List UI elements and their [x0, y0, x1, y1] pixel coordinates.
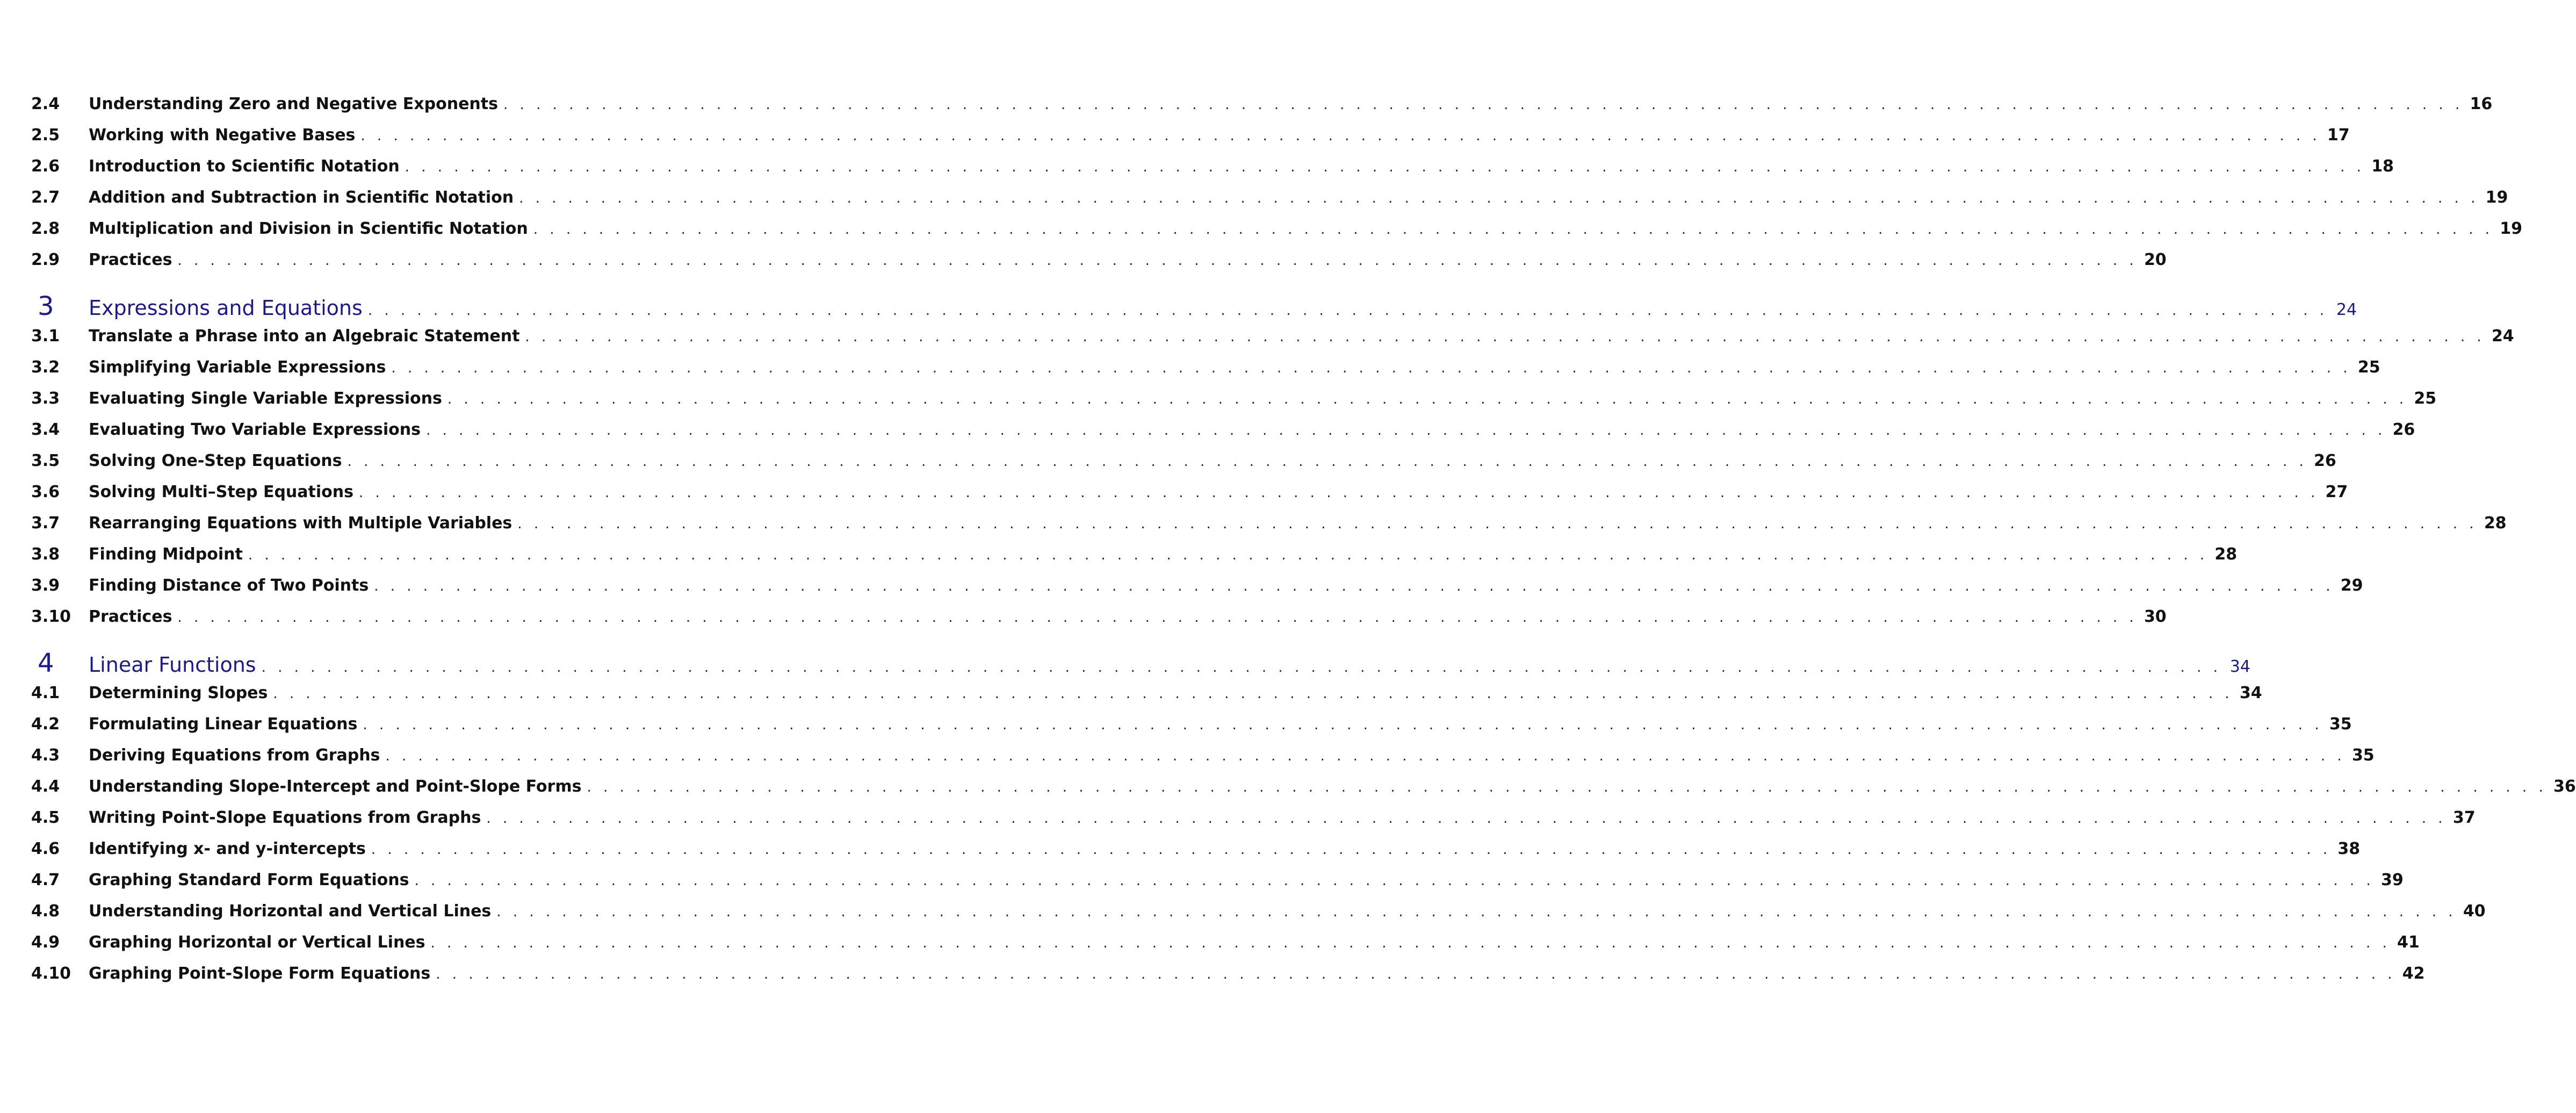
- section-title: Rearranging Equations with Multiple Variables: [89, 514, 513, 533]
- section-number: 3.6: [31, 483, 60, 501]
- section-number: 3.2: [31, 358, 60, 377]
- section-title: Addition and Subtraction in Scientific Notation: [89, 188, 514, 207]
- section-number: 2.4: [31, 95, 60, 113]
- toc-section-entry[interactable]: [31, 607, 2167, 638]
- page-number: 37: [2452, 808, 2476, 827]
- dot-leader: . . . . . . . . . . . . . . . . . . . . . . . . . . . . . . . . . . . . . . . . . . . . . . . . . . . . . . . . . . . . . . . . . . . . . . . . . . . . . . . . . . . . . . . . . . . . . . . . . . . . . . . . . . . . . . . . . . . . . . . .: [486, 810, 2447, 827]
- toc-section-entry[interactable]: [31, 576, 2363, 607]
- section-title: Evaluating Two Variable Expressions: [89, 420, 421, 439]
- toc-section-entry[interactable]: [31, 964, 2425, 995]
- dot-leader: . . . . . . . . . . . . . . . . . . . . . . . . . . . . . . . . . . . . . . . . . . . . . . . . . . . . . . . . . . . . . . . . . . . . . . . . . . . . . . . . . . . . . . . . . . . . . . . . . . . . . . . . . . . . . . . . . . . . . . . .: [385, 748, 2346, 764]
- page-number: 24: [2336, 300, 2357, 319]
- page-number: 28: [2484, 514, 2507, 533]
- page-number: 36: [2553, 777, 2576, 796]
- section-title: Finding Midpoint: [89, 545, 243, 564]
- section-number: 4.10: [31, 964, 71, 983]
- page-number: 35: [2329, 715, 2352, 734]
- section-title: Writing Point-Slope Equations from Graphs: [89, 808, 481, 827]
- page-number: 30: [2144, 607, 2167, 626]
- chapter-number: 3: [38, 291, 54, 321]
- page-number: 17: [2327, 126, 2350, 145]
- section-number: 4.1: [31, 684, 60, 702]
- dot-leader: . . . . . . . . . . . . . . . . . . . . . . . . . . . . . . . . . . . . . . . . . . . . . . . . . . . . . . . . . . . . . . . . . . . . . . . . . . . . . . . . . . . . . . . . . . . . . . . . . . . . . . . . . . . . . . . . . . . . . . . .: [519, 190, 2479, 206]
- toc-chapter-entry[interactable]: [31, 291, 2357, 327]
- section-number: 4.2: [31, 715, 60, 734]
- dot-leader: . . . . . . . . . . . . . . . . . . . . . . . . . . . . . . . . . . . . . . . . . . . . . . . . . . . . . . . . . . . . . . . . . . . . . . . . . . . . . . . . . . . . . . . . . . . . . . . . . . . . . . . . . . . . . . . . . . . . . . . .: [371, 842, 2332, 858]
- dot-leader: . . . . . . . . . . . . . . . . . . . . . . . . . . . . . . . . . . . . . . . . . . . . . . . . . . . . . . . . . . . . . . . . . . . . . . . . . . . . . . . . . . . . . . . . . . . . . . . . . . . . . . . . . . . . . . . . . . . . . . . .: [533, 221, 2494, 238]
- section-number: 4.8: [31, 902, 60, 921]
- section-title: Introduction to Scientific Notation: [89, 157, 400, 176]
- section-number: 4.6: [31, 839, 60, 858]
- dot-leader: . . . . . . . . . . . . . . . . . . . . . . . . . . . . . . . . . . . . . . . . . . . . . . . . . . . . . . . . . . . . . . . . . . . . . . . . . . . . . . . . . . . . . . . . . . . . . . . . . . . . . . . . . . . . . . . . . . . . . . . .: [426, 422, 2386, 439]
- toc-section-entry[interactable]: [31, 808, 2476, 839]
- toc-section-entry[interactable]: [31, 839, 2361, 871]
- page-number: 16: [2470, 95, 2493, 113]
- toc-section-entry[interactable]: [31, 933, 2420, 964]
- section-title: Working with Negative Bases: [89, 126, 356, 145]
- page-number: 26: [2314, 451, 2336, 470]
- toc-section-entry[interactable]: [31, 188, 2508, 219]
- toc-section-entry[interactable]: [31, 420, 2415, 451]
- toc-section-entry[interactable]: [31, 219, 2523, 250]
- section-title: Practices: [89, 607, 172, 626]
- section-number: 4.5: [31, 808, 60, 827]
- toc-section-entry[interactable]: [31, 95, 2493, 126]
- page-number: 29: [2340, 576, 2363, 595]
- section-title: Graphing Horizontal or Vertical Lines: [89, 933, 425, 952]
- toc-chapter-entry[interactable]: [31, 648, 2250, 684]
- page-number: 38: [2337, 839, 2361, 858]
- section-number: 4.9: [31, 933, 60, 952]
- section-title: Practices: [89, 250, 172, 269]
- section-number: 3.10: [31, 607, 71, 626]
- toc-section-entry[interactable]: [31, 250, 2167, 282]
- dot-leader: . . . . . . . . . . . . . . . . . . . . . . . . . . . . . . . . . . . . . . . . . . . . . . . . . . . . . . . . . . . . . . . . . . . . . . . . . . . . . . . . . . . . . . . . . . . . . . . . . . . . . . . . . . . . . . . . . . . . . . . .: [414, 873, 2375, 889]
- dot-leader: . . . . . . . . . . . . . . . . . . . . . . . . . . . . . . . . . . . . . . . . . . . . . . . . . . . . . . . . . . . . . . . . . . . . . . . . . . . . . . . . . . . . . . . . . . . . . . . . . . . . . . . . . . . . . . . . . . . . . . . .: [347, 454, 2307, 470]
- toc-section-entry[interactable]: [31, 746, 2375, 777]
- page-number: 26: [2392, 420, 2415, 439]
- page-number: 40: [2463, 902, 2486, 921]
- section-title: Solving Multi–Step Equations: [89, 483, 353, 501]
- section-number: 4.4: [31, 777, 60, 796]
- toc-section-entry[interactable]: [31, 126, 2350, 157]
- toc-section-entry[interactable]: [31, 715, 2352, 746]
- section-number: 2.5: [31, 126, 60, 145]
- section-title: Evaluating Single Variable Expressions: [89, 389, 442, 408]
- dot-leader: . . . . . . . . . . . . . . . . . . . . . . . . . . . . . . . . . . . . . . . . . . . . . . . . . . . . . . . . . . . . . . . . . . . . . . . . . . . . . . . . . . . . . . . . . . . . . . . . . . . . . . . . . . . . . . . . . . . . . . . .: [374, 578, 2334, 594]
- toc-section-entry[interactable]: [31, 777, 2576, 808]
- toc-section-entry[interactable]: [31, 483, 2348, 514]
- section-title: Understanding Slope-Intercept and Point-Slope Forms: [89, 777, 582, 796]
- section-title: Identifying x- and y-intercepts: [89, 839, 366, 858]
- dot-leader: . . . . . . . . . . . . . . . . . . . . . . . . . . . . . . . . . . . . . . . . . . . . . . . . . . . . . . . . . . . . . . . . . . . . . . . . . . . . . . . . . . . . . . . . . . . . . . . . . . . . . . . . . . . . . . . . . . . . . . . .: [587, 779, 2547, 795]
- dot-leader: . . . . . . . . . . . . . . . . . . . . . . . . . . . . . . . . . . . . . . . . . . . . . . . . . . . . . . . . . . . . . . . . . . . . . . . . . . . . . . . . . . . . . . . . . . . . . . . . . . . . . . . . . . . . . . . . . . . . . . . .: [273, 686, 2233, 702]
- page-number: 25: [2357, 358, 2380, 377]
- section-number: 3.5: [31, 451, 60, 470]
- toc-section-entry[interactable]: [31, 545, 2238, 576]
- toc-section-entry[interactable]: [31, 157, 2394, 188]
- chapter-number: 4: [38, 648, 54, 678]
- section-number: 2.6: [31, 157, 60, 176]
- chapter-title: Expressions and Equations: [89, 296, 363, 320]
- dot-leader: . . . . . . . . . . . . . . . . . . . . . . . . . . . . . . . . . . . . . . . . . . . . . . . . . . . . . . . . . . . . . . . . . . . . . . . . . . . . . . . . . . . . . . . . . . . . . . . . . . . . . . . . . . . . . . . . . . . . . . . .: [430, 935, 2391, 951]
- page-number: 28: [2214, 545, 2238, 564]
- section-number: 3.9: [31, 576, 60, 595]
- page-number: 34: [2239, 684, 2262, 702]
- section-title: Understanding Zero and Negative Exponents: [89, 95, 498, 113]
- table-of-contents: [31, 95, 2576, 995]
- dot-leader: . . . . . . . . . . . . . . . . . . . . . . . . . . . . . . . . . . . . . . . . . . . . . . . . . . . . . . . . . . . . . . . . . . . . . . . . . . . . . . . . . . . . . . . . . . . . . . . . . . . . . . . . . . . . . . . . . . . . . . . .: [447, 391, 2408, 407]
- page-number: 39: [2380, 871, 2404, 889]
- dot-leader: . . . . . . . . . . . . . . . . . . . . . . . . . . . . . . . . . . . . . . . . . . . . . . . . . . . . . . . . . . . . . . . . . . . . . . . . . . . . . . . . . . . . . . . . . . . . . . . . . . . . . . . . . . . . . . . . . . . . . . . .: [367, 303, 2328, 319]
- section-number: 2.9: [31, 250, 60, 269]
- section-number: 2.8: [31, 219, 60, 238]
- section-number: 4.7: [31, 871, 60, 889]
- section-number: 4.3: [31, 746, 60, 765]
- dot-leader: . . . . . . . . . . . . . . . . . . . . . . . . . . . . . . . . . . . . . . . . . . . . . . . . . . . . . . . . . . . . . . . . . . . . . . . . . . . . . . . . . . . . . . . . . . . . . . . . . . . . . . . . . . . . . . . . . . . . . . . .: [517, 516, 2478, 532]
- dot-leader: . . . . . . . . . . . . . . . . . . . . . . . . . . . . . . . . . . . . . . . . . . . . . . . . . . . . . . . . . . . . . . . . . . . . . . . . . . . . . . . . . . . . . . . . . . . . . . . . . . . . . . . . . . . . . . . . . . . . . . . .: [358, 485, 2319, 501]
- dot-leader: . . . . . . . . . . . . . . . . . . . . . . . . . . . . . . . . . . . . . . . . . . . . . . . . . . . . . . . . . . . . . . . . . . . . . . . . . . . . . . . . . . . . . . . . . . . . . . . . . . . . . . . . . . . . . . . . . . . . . . . .: [405, 159, 2365, 175]
- dot-leader: . . . . . . . . . . . . . . . . . . . . . . . . . . . . . . . . . . . . . . . . . . . . . . . . . . . . . . . . . . . . . . . . . . . . . . . . . . . . . . . . . . . . . . . . . . . . . . . . . . . . . . . . . . . . . . . . . . . . . . . .: [360, 128, 2321, 144]
- section-title: Graphing Standard Form Equations: [89, 871, 409, 889]
- section-title: Deriving Equations from Graphs: [89, 746, 380, 765]
- dot-leader: . . . . . . . . . . . . . . . . . . . . . . . . . . . . . . . . . . . . . . . . . . . . . . . . . . . . . . . . . . . . . . . . . . . . . . . . . . . . . . . . . . . . . . . . . . . . . . . . . . . . . . . . . . . . . . . . . . . . . . . .: [496, 904, 2457, 920]
- section-title: Determining Slopes: [89, 684, 268, 702]
- dot-leader: . . . . . . . . . . . . . . . . . . . . . . . . . . . . . . . . . . . . . . . . . . . . . . . . . . . . . . . . . . . . . . . . . . . . . . . . . . . . . . . . . . . . . . . . . . . . . . . . . . . . . . . . . . . . . . . . . . . . . . . .: [261, 659, 2221, 676]
- dot-leader: . . . . . . . . . . . . . . . . . . . . . . . . . . . . . . . . . . . . . . . . . . . . . . . . . . . . . . . . . . . . . . . . . . . . . . . . . . . . . . . . . . . . . . . . . . . . . . . . . . . . . . . . . . . . . . . . . . . . . . . .: [503, 97, 2464, 113]
- dot-leader: . . . . . . . . . . . . . . . . . . . . . . . . . . . . . . . . . . . . . . . . . . . . . . . . . . . . . . . . . . . . . . . . . . . . . . . . . . . . . . . . . . . . . . . . . . . . . . . . . . . . . . . . . . . . . . . . . . . . . . . .: [177, 609, 2138, 626]
- page-number: 42: [2402, 964, 2425, 983]
- dot-leader: . . . . . . . . . . . . . . . . . . . . . . . . . . . . . . . . . . . . . . . . . . . . . . . . . . . . . . . . . . . . . . . . . . . . . . . . . . . . . . . . . . . . . . . . . . . . . . . . . . . . . . . . . . . . . . . . . . . . . . . .: [525, 329, 2485, 345]
- dot-leader: . . . . . . . . . . . . . . . . . . . . . . . . . . . . . . . . . . . . . . . . . . . . . . . . . . . . . . . . . . . . . . . . . . . . . . . . . . . . . . . . . . . . . . . . . . . . . . . . . . . . . . . . . . . . . . . . . . . . . . . .: [391, 360, 2351, 376]
- toc-section-entry[interactable]: [31, 684, 2262, 715]
- page-number: 19: [2485, 188, 2508, 207]
- page-number: 35: [2351, 746, 2375, 765]
- section-title: Understanding Horizontal and Vertical Lines: [89, 902, 492, 921]
- page-number: 24: [2491, 327, 2514, 346]
- section-number: 3.3: [31, 389, 60, 408]
- section-number: 3.1: [31, 327, 60, 346]
- section-number: 3.4: [31, 420, 60, 439]
- toc-section-entry[interactable]: [31, 902, 2486, 933]
- section-number: 3.7: [31, 514, 60, 533]
- section-number: 3.8: [31, 545, 60, 564]
- page-number: 41: [2397, 933, 2420, 952]
- page-number: 27: [2325, 483, 2348, 501]
- section-title: Simplifying Variable Expressions: [89, 358, 386, 377]
- page-number: 18: [2371, 157, 2394, 176]
- toc-section-entry[interactable]: [31, 389, 2437, 420]
- page-number: 34: [2229, 657, 2250, 676]
- section-title: Translate a Phrase into an Algebraic Statement: [89, 327, 520, 346]
- page-number: 25: [2414, 389, 2437, 408]
- section-title: Formulating Linear Equations: [89, 715, 358, 734]
- chapter-title: Linear Functions: [89, 653, 256, 677]
- toc-section-entry[interactable]: [31, 451, 2336, 483]
- section-title: Multiplication and Division in Scientific Notation: [89, 219, 528, 238]
- toc-section-entry[interactable]: [31, 514, 2507, 545]
- toc-section-entry[interactable]: [31, 358, 2380, 389]
- page-number: 19: [2500, 219, 2523, 238]
- dot-leader: . . . . . . . . . . . . . . . . . . . . . . . . . . . . . . . . . . . . . . . . . . . . . . . . . . . . . . . . . . . . . . . . . . . . . . . . . . . . . . . . . . . . . . . . . . . . . . . . . . . . . . . . . . . . . . . . . . . . . . . .: [248, 547, 2209, 563]
- toc-section-entry[interactable]: [31, 871, 2404, 902]
- section-title: Finding Distance of Two Points: [89, 576, 369, 595]
- section-title: Graphing Point-Slope Form Equations: [89, 964, 431, 983]
- section-number: 2.7: [31, 188, 60, 207]
- dot-leader: . . . . . . . . . . . . . . . . . . . . . . . . . . . . . . . . . . . . . . . . . . . . . . . . . . . . . . . . . . . . . . . . . . . . . . . . . . . . . . . . . . . . . . . . . . . . . . . . . . . . . . . . . . . . . . . . . . . . . . . .: [177, 253, 2138, 269]
- dot-leader: . . . . . . . . . . . . . . . . . . . . . . . . . . . . . . . . . . . . . . . . . . . . . . . . . . . . . . . . . . . . . . . . . . . . . . . . . . . . . . . . . . . . . . . . . . . . . . . . . . . . . . . . . . . . . . . . . . . . . . . .: [363, 717, 2323, 733]
- page-number: 20: [2144, 250, 2167, 269]
- toc-section-entry[interactable]: [31, 327, 2514, 358]
- dot-leader: . . . . . . . . . . . . . . . . . . . . . . . . . . . . . . . . . . . . . . . . . . . . . . . . . . . . . . . . . . . . . . . . . . . . . . . . . . . . . . . . . . . . . . . . . . . . . . . . . . . . . . . . . . . . . . . . . . . . . . . .: [436, 966, 2396, 982]
- section-title: Solving One-Step Equations: [89, 451, 342, 470]
